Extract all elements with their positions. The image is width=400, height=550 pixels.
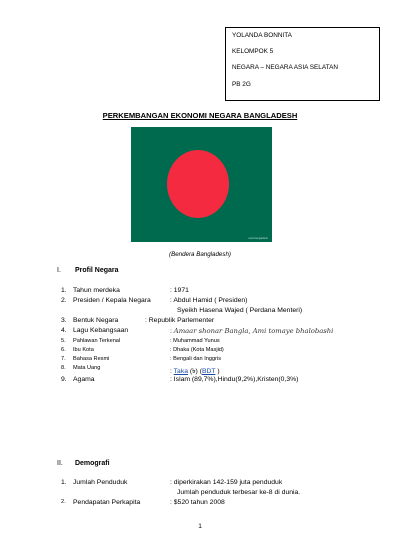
item-label: Mata Uang: [73, 365, 101, 371]
item-label: Jumlah Penduduk: [73, 479, 128, 486]
list-item-hero: [57, 338, 387, 347]
bangladesh-flag-image: [131, 127, 272, 242]
list-item-independence: [57, 287, 387, 296]
student-name: YOLANDA BONNITA: [232, 32, 292, 39]
item-label: Bahasa Resmi: [73, 356, 110, 362]
item-label: Pahlawan Terkenal: [73, 338, 121, 344]
item-value: : Abdul Hamid ( Presiden): [170, 297, 248, 304]
topic-label: NEGARA – NEGARA ASIA SELATAN: [232, 64, 338, 72]
page-number: 1: [198, 523, 202, 530]
list-item-population: [57, 479, 387, 488]
population-rank-value: Jumlah penduduk terbesar ke-8 di dunia.: [177, 489, 301, 496]
group-label: KELOMPOK 5: [232, 48, 274, 56]
item-number: 6.: [61, 347, 66, 353]
item-label: Bentuk Negara: [73, 317, 119, 324]
anthem-title: Amaar shonar Bangla, Ami tomaye bhalobashi: [173, 327, 334, 335]
item-value: : Islam (89,7%),Hindu(9,2%),Kristen(0,3%): [170, 376, 299, 383]
list-item-anthem: [57, 327, 387, 336]
item-number: 2.: [61, 297, 67, 304]
list-item-government-form: [57, 317, 387, 326]
prime-minister-value: Syeikh Hasena Wajed ( Perdana Menteri): [177, 307, 303, 314]
item-value: : 1971: [170, 287, 189, 294]
student-info-box: [225, 27, 380, 101]
section-title: Profil Negara: [74, 267, 119, 274]
item-label: Agama: [73, 376, 95, 383]
flag-red-disc: [167, 150, 229, 218]
list-item-currency: [57, 365, 387, 374]
item-label: Tahun merdeka: [73, 287, 120, 294]
list-item-capital: [57, 347, 387, 356]
item-number: 8.: [61, 365, 66, 371]
list-item-president: [57, 297, 387, 306]
item-value: : $520 tahun 2008: [170, 499, 225, 506]
section-profile-heading: [57, 267, 119, 274]
section-number: II.: [57, 460, 63, 467]
value-colon: :: [170, 368, 174, 375]
item-label: Lagu Kebangsaan: [73, 327, 129, 334]
image-watermark: www.bangladesh: [248, 237, 268, 240]
class-label: PB 2G: [232, 80, 251, 88]
list-item-language: [57, 356, 387, 365]
value-colon: :: [170, 328, 174, 335]
item-label: Ibu Kota: [73, 347, 94, 353]
document-title: PERKEMBANGAN EKONOMI NEGARA BANGLADESH: [102, 111, 298, 120]
section-number: I.: [57, 267, 61, 274]
item-number: 7.: [61, 356, 66, 362]
item-number: 4.: [61, 327, 67, 334]
item-value: : Bengali dan Inggris: [170, 356, 221, 362]
item-number: 3.: [61, 317, 67, 324]
item-value: : Dhaka (Kota Masjid): [170, 347, 224, 353]
item-number: 1.: [61, 287, 67, 294]
list-item-religion: [57, 376, 387, 385]
list-item-income: [57, 499, 387, 508]
taka-link[interactable]: Taka: [173, 368, 189, 375]
item-value: : diperkirakan 142-159 juta penduduk: [170, 479, 283, 486]
item-value: : Muhammad Yunus: [170, 338, 220, 344]
item-value: [170, 327, 333, 335]
item-number: 1.: [61, 479, 67, 486]
item-value: : Republik Parlementer: [145, 317, 215, 324]
item-number: 9.: [61, 376, 67, 383]
bdt-link[interactable]: BDT: [201, 368, 216, 375]
item-number: 2.: [61, 499, 66, 505]
section-demography-heading: [57, 460, 110, 467]
item-number: 5.: [61, 338, 66, 344]
item-label: Pendapatan Perkapita: [73, 499, 141, 506]
section-title: Demografi: [74, 460, 110, 467]
currency-symbol: (৳) (: [188, 368, 202, 375]
flag-caption: (Bendera Bangladesh): [169, 251, 231, 258]
currency-close: ): [215, 368, 220, 375]
item-label: Presiden / Kepala Negara: [73, 297, 151, 304]
